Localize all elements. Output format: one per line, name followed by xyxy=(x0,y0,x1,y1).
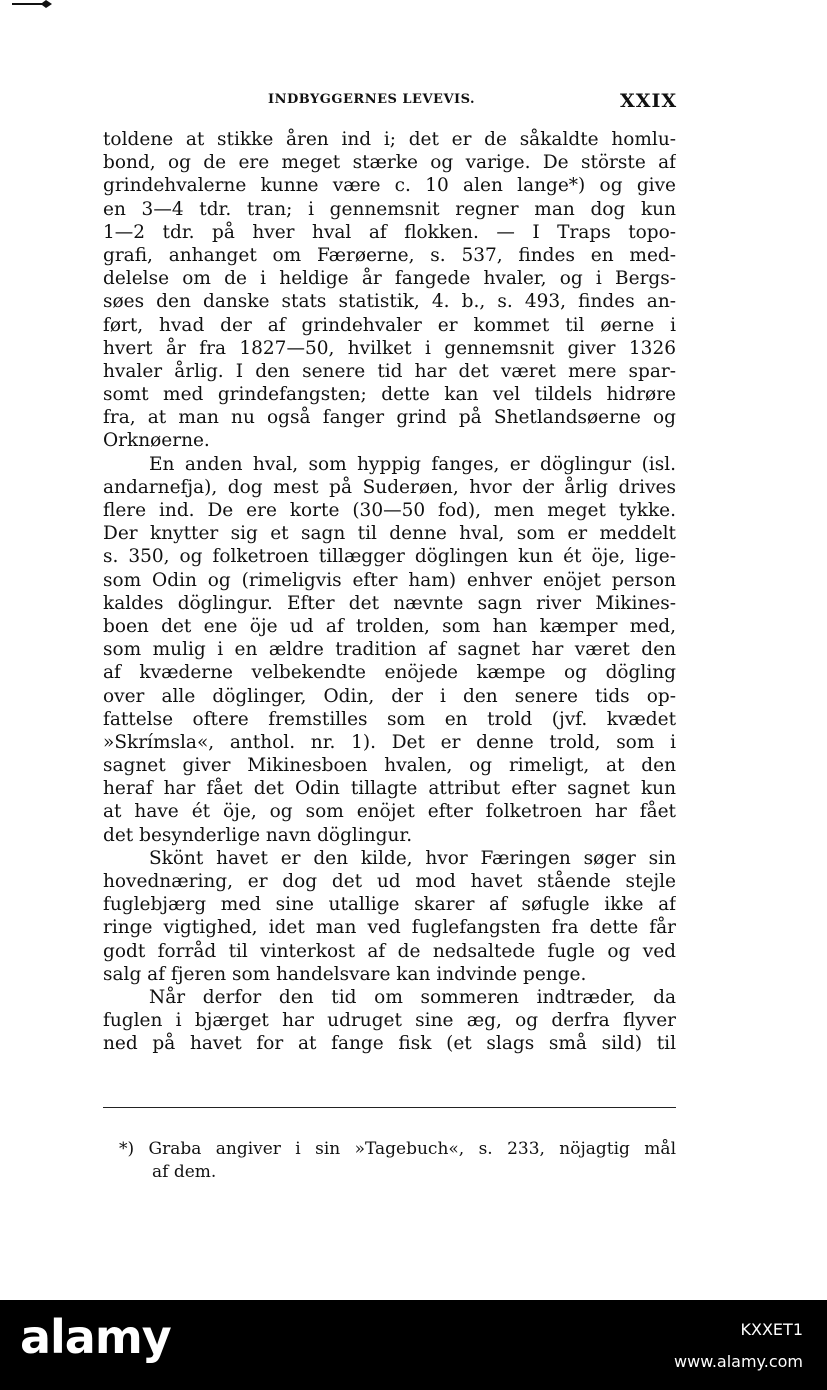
text-line: 1—2 tdr. på hver hval af flokken. — I Traps topo- xyxy=(103,221,676,243)
stock-watermark-bar xyxy=(0,1300,827,1390)
text-line: godt forråd til vinterkost af de nedsaltede fugle og ved xyxy=(103,940,676,962)
text-line: somt med grindefangsten; dette kan vel tildels hidrøre xyxy=(103,384,676,406)
text-line: salg af fjeren som handelsvare kan indvinde penge. xyxy=(103,963,587,985)
text-line: over alle döglinger, Odin, der i den senere tids op- xyxy=(103,685,676,707)
text-line: Skönt havet er den kilde, hvor Færingen søger sin xyxy=(149,847,676,869)
text-line: søes den danske stats statistik, 4. b., s. 493, findes an- xyxy=(103,291,676,313)
text-line: s. 350, og folketroen tillægger döglingen kun ét öje, lige- xyxy=(103,546,676,568)
text-line: ført, hvad der af grindehvaler er kommet til øerne i xyxy=(103,314,676,336)
text-line: fuglebjærg med sine utallige skarer af søfugle ikke af xyxy=(103,894,676,916)
watermark-url: www.alamy.com xyxy=(674,1352,803,1371)
text-line: grafi, anhanget om Færøerne, s. 537, findes en med- xyxy=(103,244,676,266)
text-line: hvaler årlig. I den senere tid har det været mere spar- xyxy=(103,360,676,382)
text-line: at have ét öje, og som enöjet efter folketroen har fået xyxy=(103,801,676,823)
text-line: Der knytter sig et sagn til denne hval, som er meddelt xyxy=(103,523,676,545)
text-line: grindehvalerne kunne være c. 10 alen lange*) og give xyxy=(103,175,676,197)
text-line: fra, at man nu også fanger grind på Shetlandsøerne og xyxy=(103,407,676,429)
text-line: hovednæring, er dog det ud mod havet stående stejle xyxy=(103,871,676,892)
footnote xyxy=(119,1138,676,1184)
text-line: af kvæderne velbekendte enöjede kæmpe og dögling xyxy=(103,662,676,684)
alamy-logo: alamy xyxy=(20,1310,171,1364)
text-line: det besynderlige navn döglingur. xyxy=(103,824,413,846)
text-line: ringe vigtighed, idet man ved fuglefangsten fra dette får xyxy=(103,917,676,939)
footnote-line: *) Graba angiver i sin »Tagebuch«, s. 233, nöjagtig mål xyxy=(119,1139,676,1159)
text-line: Orknøerne. xyxy=(103,430,210,452)
text-line: som mulig i en ældre tradition af sagnet har været den xyxy=(103,639,676,661)
text-line: delelse om de i heldige år fangede hvaler, og i Bergs- xyxy=(103,268,676,290)
footnote-line: af dem. xyxy=(152,1162,217,1182)
text-line: »Skrímsla«, anthol. nr. 1). Det er denne trold, som i xyxy=(103,731,676,753)
text-line: ned på havet for at fange fisk (et slags små sild) til xyxy=(103,1033,676,1055)
text-line: flere ind. De ere korte (30—50 fod), men meget tykke. xyxy=(103,500,676,521)
text-line: En anden hval, som hyppig fanges, er döglingur (isl. xyxy=(149,453,676,475)
text-line: toldene at stikke åren ind i; det er de såkaldte homlu- xyxy=(103,129,676,150)
scan-corner-mark xyxy=(12,0,52,8)
running-header-title: INDBYGGERNES LEVEVIS. xyxy=(268,92,476,107)
text-line: andarnefja), dog mest på Suderøen, hvor der årlig drives xyxy=(103,476,676,498)
text-line: som Odin og (rimeligvis efter ham) enhver enöjet person xyxy=(103,569,676,591)
text-line: heraf har fået det Odin tillagte attribut efter sagnet kun xyxy=(103,778,676,800)
text-line: bond, og de ere meget stærke og varige. De störste af xyxy=(103,152,676,174)
footnote-divider xyxy=(103,1107,676,1108)
text-line: Når derfor den tid om sommeren indtræder, da xyxy=(149,986,676,1008)
text-line: kaldes döglingur. Efter det nævnte sagn river Mikines- xyxy=(103,592,676,614)
text-line: fuglen i bjærget har udruget sine æg, og derfra flyver xyxy=(103,1010,676,1032)
body-text xyxy=(103,128,676,1056)
image-id: KXXET1 xyxy=(740,1320,803,1339)
text-line: sagnet giver Mikinesboen hvalen, og rimeligt, at den xyxy=(103,755,676,777)
text-line: fattelse oftere fremstilles som en trold (jvf. kvædet xyxy=(103,708,676,730)
text-line: hvert år fra 1827—50, hvilket i gennemsnit giver 1326 xyxy=(103,337,676,359)
text-line: boen det ene öje ud af trolden, som han kæmper med, xyxy=(103,615,676,637)
text-line: en 3—4 tdr. tran; i gennemsnit regner man dog kun xyxy=(103,198,676,220)
page-number: XXIX xyxy=(620,90,678,112)
